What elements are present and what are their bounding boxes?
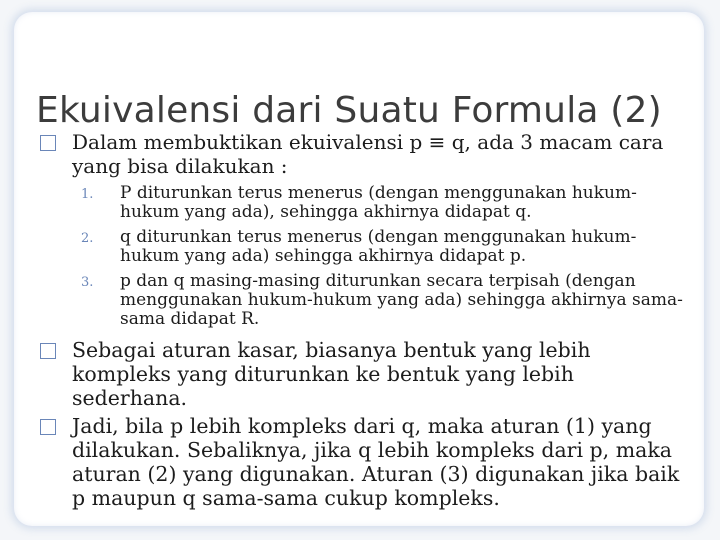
slide-title: Ekuivalensi dari Suatu Formula (2) (36, 90, 662, 131)
slide-body (40, 130, 690, 510)
square-bullet-icon (40, 343, 56, 359)
numbered-list (72, 184, 690, 329)
list-item (72, 228, 690, 266)
list-item-text: p dan q masing-masing diturunkan secara terpisah (dengan menggunakan hukum-hukum yang ada) sehingga akhirnya sama-sama didapat R. (120, 271, 683, 329)
list-number: 2. (81, 231, 94, 246)
bullet-conclusion (40, 414, 690, 510)
bullet-methods (40, 130, 690, 329)
bullet-text: Jadi, bila p lebih kompleks dari q, maka aturan (1) yang dilakukan. Sebaliknya, jika q lebih kompleks dari p, maka aturan (2) yang digunakan. Aturan (3) digunakan jika baik p maupun q sama-sama cukup kompleks. (72, 414, 680, 510)
list-item (72, 272, 690, 329)
bullet-text: Dalam membuktikan ekuivalensi p ≡ q, ada 3 macam cara yang bisa dilakukan : (72, 130, 664, 178)
square-bullet-icon (40, 135, 56, 151)
list-number: 1. (81, 187, 94, 202)
list-item (72, 184, 690, 222)
list-number: 3. (81, 275, 94, 290)
list-item-text: P diturunkan terus menerus (dengan menggunakan hukum-hukum yang ada), sehingga akhirnya didapat q. (120, 183, 637, 222)
square-bullet-icon (40, 419, 56, 435)
bullet-text: Sebagai aturan kasar, biasanya bentuk yang lebih kompleks yang diturunkan ke bentuk yang lebih sederhana. (72, 338, 591, 410)
list-item-text: q diturunkan terus menerus (dengan menggunakan hukum-hukum yang ada) sehingga akhirnya didapat p. (120, 227, 637, 266)
bullet-rule-of-thumb (40, 338, 690, 410)
